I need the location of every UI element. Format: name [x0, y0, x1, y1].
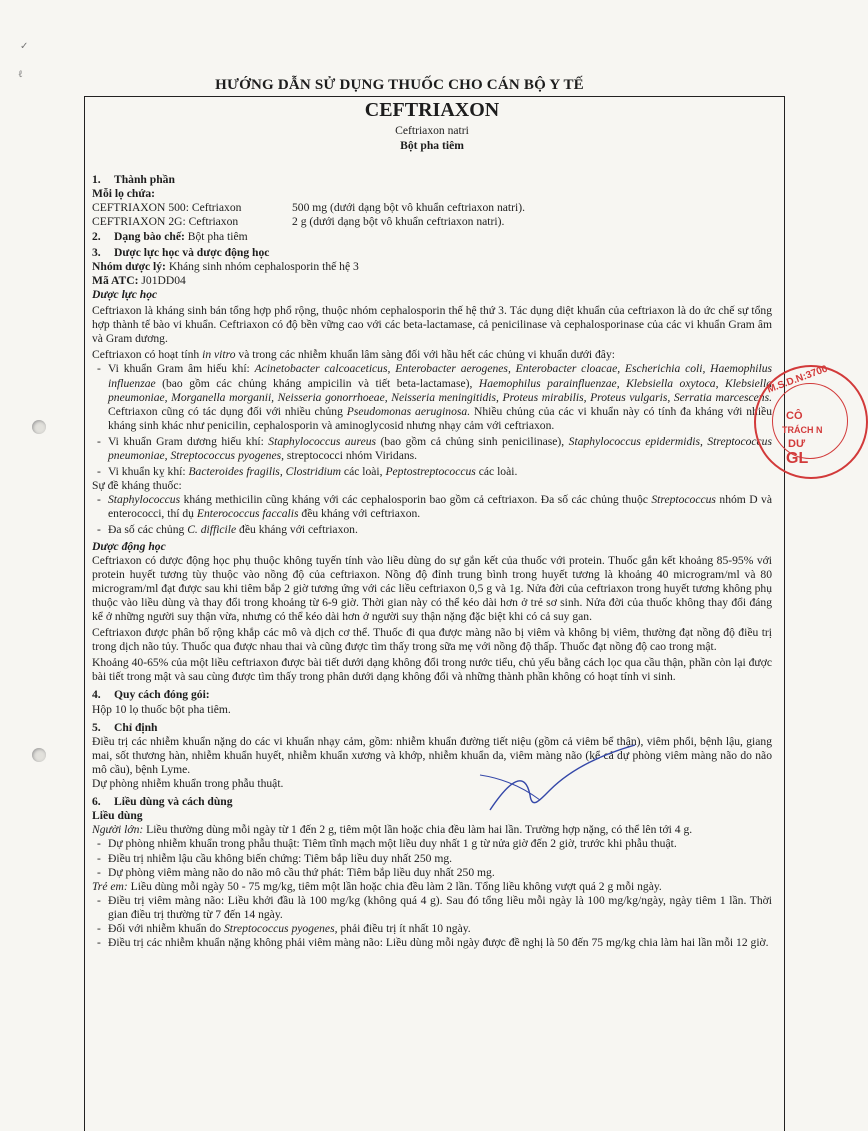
indications-text: Điều trị các nhiễm khuẩn nặng do các vi khuẩn nhạy cảm, gồm: nhiễm khuẩn đường tiết niệu (gồm cả viêm bể thận), viêm phổi, bệnh lậu, giang mai, sốt thương hàn, nhiễm khuẩn huyết, nhiễm khuẩn xương và khớp, nhiễm khuẩn da, viêm màng não (kể cả dự phòng viêm màng não do não mô cầu), bệnh Lyme. — [92, 734, 772, 776]
pd-paragraph-1: Ceftriaxon là kháng sinh bán tổng hợp phổ rộng, thuộc nhóm cephalosporin thế hệ thứ 3. Tác dụng diệt khuẩn của ceftriaxon là do ức chế sự tổng hợp thành tế bào vi khuẩn. Ceftriaxon có độ bền vững cao với các beta-lactamase, cả penicilinase và cephalosporinase của các vi khuẩn Gram âm và Gram dương. — [92, 304, 772, 346]
section-1-heading: 1. Thành phần — [92, 173, 175, 187]
gram-positive-list-item: - Vi khuẩn Gram dương hiếu khí: Staphylococcus aureus (bao gồm cả chủng sinh penicilinase), Staphylococcus epidermidis, Streptococcus pneumoniae, Streptococcus pyogenes, streptococci nhóm Viridans. — [92, 435, 772, 463]
section-5-heading: 5. Chỉ định — [92, 720, 158, 734]
gram-negative-list-item: - Vi khuẩn Gram âm hiếu khí: Acinetobacter calcoaceticus, Enterobacter aerogenes, Enterobacter cloacae, Escherichia coli, Haemophilus influenzae (bao gồm các chủng kháng ampicilin và tiết beta-lactamase), Haemophilus parainfluenzae, Klebsiella oxytoca, Klebsiella pneumoniae, Morganella morganii, Neisseria gonorrhoeae, Neisseria meningitidis, Proteus mirabilis, Proteus vulgaris, Serratia marcescens. Ceftriaxon cũng có tác dụng đối với nhiều chủng Pseudomonas aeruginosa. Nhiều chủng của các vi khuẩn này có tính đa kháng với nhiều kháng sinh khác như penicilin, cephalosporin và aminoglycosid nhưng nhạy cảm với ceftriaxon. — [92, 362, 772, 432]
section-2-heading: 2. Dạng bào chế: Bột pha tiêm — [92, 229, 248, 243]
child-dosage-item: - Điều trị viêm màng não: Liều khởi đầu là 100 mg/kg (không quá 4 g). Sau đó tổng liều mỗi ngày là 100 mg/kg/ngày, ngày tiêm 1 lần. Thời gian điều trị thường từ 7 đến 14 ngày. — [92, 894, 772, 922]
resistance-title: Sự đề kháng thuốc: — [92, 479, 182, 493]
pharmacodynamics-heading: Dược lực học — [92, 287, 158, 301]
dosage-heading: Liều dùng — [92, 809, 143, 823]
composition-row: CEFTRIAXON 500: Ceftriaxon 500 mg (dưới dạng bột vô khuẩn ceftriaxon natri). — [92, 201, 525, 215]
binder-hole — [32, 420, 46, 434]
adult-dosage-item: - Điều trị nhiễm lậu cầu không biến chứng: Tiêm bắp liều duy nhất 250 mg. — [92, 852, 772, 866]
section-6-heading: 6. Liều dùng và cách dùng — [92, 795, 233, 809]
section-3-heading: 3. Dược lực học và dược động học — [92, 245, 270, 259]
drug-title: CEFTRIAXON — [364, 99, 500, 121]
drug-subtitle: Ceftriaxon natri — [395, 124, 469, 137]
adult-dosage-item: - Dự phòng viêm màng não do não mô cầu thứ phát: Tiêm bắp liều duy nhất 250 mg. — [92, 866, 772, 880]
page-header — [0, 78, 799, 92]
pharmacologic-group: Nhóm dược lý: Kháng sinh nhóm cephalosporin thế hệ 3 — [92, 259, 359, 273]
child-dosage-item: - Đối với nhiễm khuẩn do Streptococcus pyogenes, phải điều trị ít nhất 10 ngày. — [92, 922, 772, 936]
pk-paragraph-1: Ceftriaxon có dược động học phụ thuộc không tuyến tính vào liều dùng do sự gắn kết của thuốc với protein. Thuốc gắn kết khoảng 85-95% với protein huyết tương tùy thuộc vào nồng độ của ceftriaxon. Nồng độ đỉnh trung bình trong huyết tương là khoảng 40 microgram/ml và 80 microgram/ml đạt được sau khi tiêm bắp 2 giờ tương ứng với các liều ceftriaxon 0,5 g và 1g. Nửa đời của ceftriaxon trong huyết tương không phụ thuộc vào liều dùng và thay đổi trong khoảng từ 6-9 giờ. Thời gian này có thể kéo dài hơn ở trẻ sơ sinh. Nửa đời của thuốc không thay đổi đáng kể ở những người suy thận vừa, nhưng có thể kéo dài hơn ở người suy thận nặng đặc biệt khi có cả suy gan. — [92, 553, 772, 623]
per-vial-label: Mỗi lọ chứa: — [92, 187, 155, 201]
pk-paragraph-3: Khoảng 40-65% của một liều ceftriaxon được bài tiết dưới dạng không đổi trong nước tiểu, chủ yếu bằng cách lọc qua cầu thận, phần còn lại được bài tiết trong mật và sau cùng được tìm thấy trong phân dưới dạng không đổi và những thành phần không có hoạt tính vi sinh. — [92, 656, 772, 684]
document-header: HƯỚNG DẪN SỬ DỤNG THUỐC CHO CÁN BỘ Y TẾ — [215, 77, 584, 93]
resistance-list-item: - Staphylococcus kháng methicilin cũng kháng với các cephalosporin bao gồm cả ceftriaxon. Đa số các chủng thuộc Streptococcus nhóm D và enterococci, thí dụ Enterococcus faccalis đều kháng với ceftriaxon. — [92, 493, 772, 521]
packaging-text: Hộp 10 lọ thuốc bột pha tiêm. — [92, 702, 231, 716]
resistance-list-item: - Đa số các chủng C. difficile đều kháng với ceftriaxon. — [92, 523, 772, 537]
indications-prophylaxis: Dự phòng nhiễm khuẩn trong phẫu thuật. — [92, 777, 284, 791]
adult-dosage: Người lớn: Liều thường dùng mỗi ngày từ 1 đến 2 g, tiêm một lần hoặc chia đều làm hai lần. Trường hợp nặng, có thể lên tới 4 g. — [92, 823, 693, 837]
section-4-heading: 4. Quy cách đóng gói: — [92, 688, 210, 702]
signature-mark — [470, 740, 640, 830]
atc-code: Mã ATC: J01DD04 — [92, 273, 186, 287]
company-stamp: M.S.D.N:3700 CÔ TRÁCH N DƯ GL — [754, 365, 868, 479]
pharmacokinetics-heading: Dược động học — [92, 539, 166, 553]
scan-mark: ✓ — [20, 41, 29, 52]
leaflet-content — [92, 97, 772, 950]
pd-paragraph-2: Ceftriaxon có hoạt tính in vitro và trong các nhiễm khuẩn lâm sàng đối với hầu hết các chủng vi khuẩn dưới đây: — [92, 348, 615, 362]
scan-mark: ℓ — [18, 69, 23, 80]
adult-dosage-item: - Dự phòng nhiễm khuẩn trong phẫu thuật: Tiêm tĩnh mạch một liều duy nhất 1 g từ nửa giờ đến 2 giờ, trước khi phẫu thuật. — [92, 837, 772, 851]
pk-paragraph-2: Ceftriaxon được phân bố rộng khắp các mô và dịch cơ thể. Thuốc đi qua được màng não bị viêm và không bị viêm, thường đạt nồng độ điều trị trong dịch não tủy. Thuốc qua được nhau thai và cũng được tìm thấy trong sữa mẹ với nồng độ thấp. Thuốc đạt nồng độ cao trong mật. — [92, 626, 772, 654]
binder-hole — [32, 748, 46, 762]
child-dosage-item: - Điều trị các nhiễm khuẩn nặng không phải viêm màng não: Liều dùng mỗi ngày được đề nghị là 50 đến 75 mg/kg chia làm hai lần mỗi 12 giờ. — [92, 936, 772, 950]
dosage-form-label: Bột pha tiêm — [400, 139, 464, 153]
child-dosage: Trẻ em: Liều dùng mỗi ngày 50 - 75 mg/kg, tiêm một lần hoặc chia đều làm 2 lần. Tổng liều không vượt quá 2 g mỗi ngày. — [92, 879, 662, 893]
composition-row: CEFTRIAXON 2G: Ceftriaxon 2 g (dưới dạng bột vô khuẩn ceftriaxon natri). — [92, 215, 505, 229]
anaerobe-list-item: - Vi khuẩn kỵ khí: Bacteroides fragilis, Clostridium các loài, Peptostreptococcus các loài. — [92, 465, 772, 479]
